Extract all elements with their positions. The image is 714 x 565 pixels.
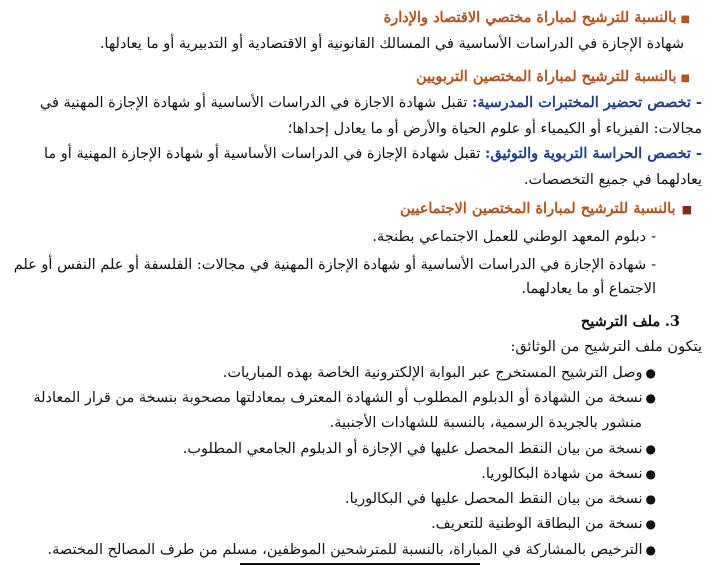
- square-bullet-icon: ■: [680, 73, 690, 84]
- guard-text-2: يعادلهما في جميع التخصصات.: [523, 172, 702, 188]
- file-item: ●نسخة من بيان النقط المحصل عليها في البكالوريا.: [345, 491, 656, 507]
- bullet-dot-icon: ●: [645, 391, 656, 405]
- social-item-2: -شهادة الإجازة في الدراسات الأساسية أو شهادة الإجازة المهنية في مجالات: الفلسفة أو علم النفس أو علم: [13, 257, 656, 273]
- dash-marker: -: [695, 94, 702, 111]
- bullet-dot-icon: ●: [645, 442, 656, 456]
- square-bullet-icon: ■: [680, 14, 690, 25]
- bullet-dot-icon: ●: [645, 467, 656, 481]
- lab-title: تخصص تحضير المختبرات المدرسية:: [472, 94, 691, 111]
- bullet-dot-icon: ●: [645, 366, 656, 380]
- file-item: ●نسخة من بيان النقط المحصل عليها في الإجازة أو الدبلوم الجامعي المطلوب.: [182, 441, 656, 457]
- guard-title: تخصص الحراسة التربوية والتوثيق:: [485, 145, 691, 162]
- file-item-cont: منشور بالجريدة الرسمية، بالنسبة للشهادات الأجنبية.: [329, 415, 642, 431]
- dash-marker: -: [651, 257, 656, 273]
- bullet-dot-icon: ●: [645, 492, 656, 506]
- file-item: ●نسخة من الشهادة أو الدبلوم المطلوب أو الشهادة المعترف بمعادلتها مصحوبة بنسخة من قرار المعادلة: [33, 390, 656, 406]
- economics-text: شهادة الإجازة في الدراسات الأساسية في المسالك القانونية أو الاقتصادية أو التدبيرية أو ما يعادلها.: [99, 36, 684, 52]
- section-number: 3.: [664, 313, 680, 330]
- guard-text-1: تقبل شهادة الإجازة في الدراسات الأساسية أو شهادة الإجازة المهنية أو ما: [44, 146, 481, 162]
- social-heading: بالنسبة للترشيح لمباراة المختصين الاجتماعيين: [399, 200, 676, 217]
- bullet-dot-icon: ●: [645, 517, 656, 531]
- guard-line-1: [6, 143, 702, 165]
- social-item-1: -دبلوم المعهد الوطني للعمل الاجتماعي بطنجة.: [372, 229, 656, 245]
- educational-heading-line: [6, 66, 690, 90]
- file-item: ●وصل الترشيح المستخرج عبر البوابة الإلكترونية الخاصة بهذه المباريات.: [222, 365, 656, 381]
- section-title: ملف الترشيح: [580, 313, 661, 330]
- bullet-dot-icon: ●: [645, 543, 656, 557]
- lab-text-1: تقبل شهادة الاجازة في الدراسات الأساسية أو شهادة الإجازة المهنية في: [39, 95, 468, 111]
- economics-heading-line: [6, 7, 690, 31]
- dash-marker: -: [651, 229, 656, 245]
- lab-text-2: مجالات: الفيزياء أو الكيمياء أو علوم الحياة والأرض أو ما يعادل إحداها؛: [287, 121, 702, 137]
- file-intro: يتكون ملف الترشيح من الوثائق:: [510, 339, 702, 355]
- economics-heading: بالنسبة للترشيح لمباراة مختصي الاقتصاد والإدارة: [383, 9, 677, 26]
- file-item: ●الترخيص بالمشاركة في المباراة، بالنسبة للمترشحين الموظفين، مسلم من طرف المصالح المختصة.: [47, 542, 656, 558]
- lab-line-1: [6, 92, 702, 114]
- square-bullet-icon: ■: [681, 203, 692, 216]
- dash-marker: -: [695, 145, 702, 162]
- file-section-heading: [6, 311, 680, 333]
- file-item: ●نسخة من شهادة البكالوريا.: [481, 466, 656, 482]
- educational-heading: بالنسبة للترشيح لمباراة المختصين التربويين: [415, 68, 677, 85]
- social-item-2-cont: الاجتماع أو ما يعادلهما.: [521, 281, 656, 297]
- social-heading-line: [6, 198, 692, 221]
- file-item: ●نسخة من البطاقة الوطنية للتعريف.: [431, 516, 656, 532]
